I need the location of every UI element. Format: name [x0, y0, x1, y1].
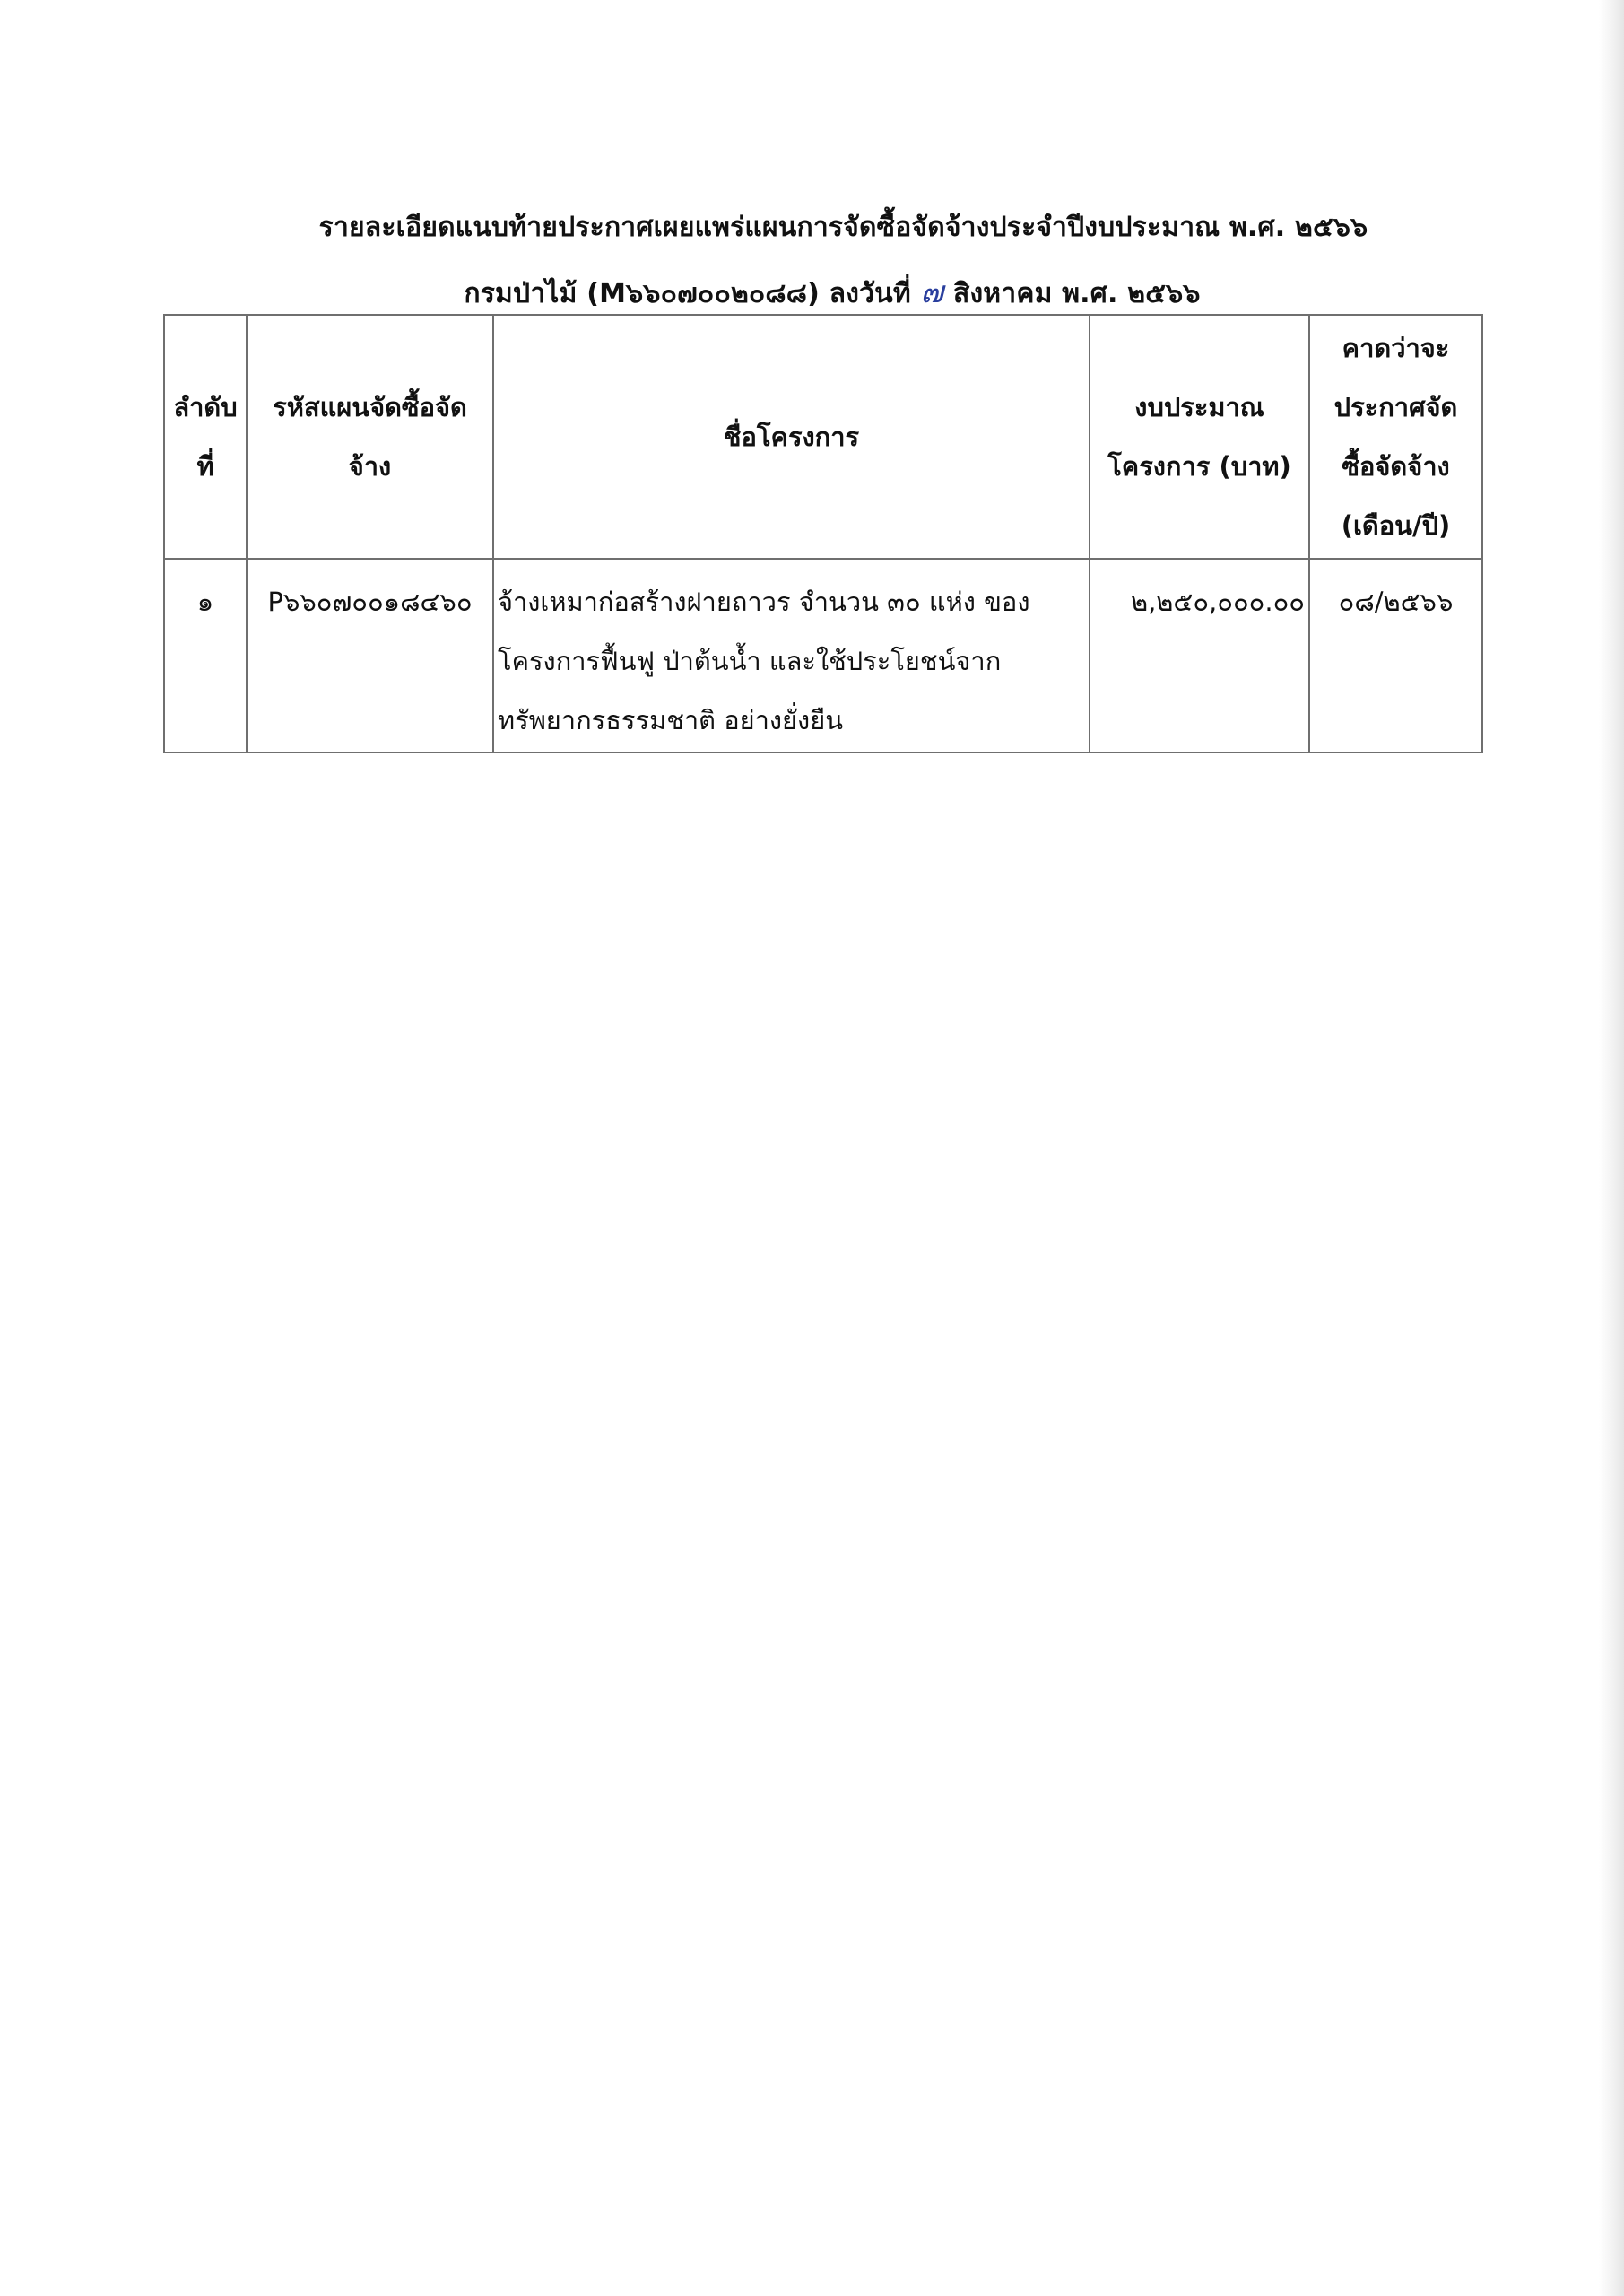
handwritten-day: ๗: [920, 274, 944, 310]
header-plan-code: รหัสแผนจัดซื้อจัด จ้าง: [247, 315, 493, 559]
cell-budget: ๒,๒๕๐,๐๐๐.๐๐: [1090, 559, 1309, 752]
header-project-name: ชื่อโครงการ: [493, 315, 1090, 559]
document-title: [0, 206, 1624, 248]
header-no: ลำดับ ที่: [164, 315, 247, 559]
title-line-2-suffix: สิงหาคม พ.ศ. ๒๕๖๖: [952, 278, 1201, 309]
cell-expected-month: ๐๘/๒๕๖๖: [1309, 559, 1482, 752]
document-subtitle: [0, 267, 1624, 316]
title-line-1: รายละเอียดแนบท้ายประกาศเผยแพร่แผนการจัดซื้อจัดจ้างประจำปีงบประมาณ พ.ศ. ๒๕๖๖: [318, 212, 1368, 243]
header-budget: งบประมาณ โครงการ (บาท): [1090, 315, 1309, 559]
page-edge-shadow: [1599, 0, 1624, 2296]
cell-no: ๑: [164, 559, 247, 752]
table-header-row: [164, 315, 1482, 559]
header-expected-month: คาดว่าจะ ประกาศจัด ซื้อจัดจ้าง (เดือน/ปี): [1309, 315, 1482, 559]
title-line-2-prefix: กรมป่าไม้ (M๖๖๐๗๐๐๒๐๘๘) ลงวันที่: [464, 278, 911, 309]
cell-plan-code: P๖๖๐๗๐๐๑๘๔๖๐: [247, 559, 493, 752]
cell-project-name: จ้างเหมาก่อสร้างฝายถาวร จำนวน ๓๐ แห่ง ของ โครงการฟื้นฟู ป่าต้นน้ำ และใช้ประโยชน์จาก ทรัพยากรธรรมชาติ อย่างยั่งยืน: [493, 559, 1090, 752]
table-row: [164, 559, 1482, 752]
procurement-plan-table: [163, 314, 1483, 753]
